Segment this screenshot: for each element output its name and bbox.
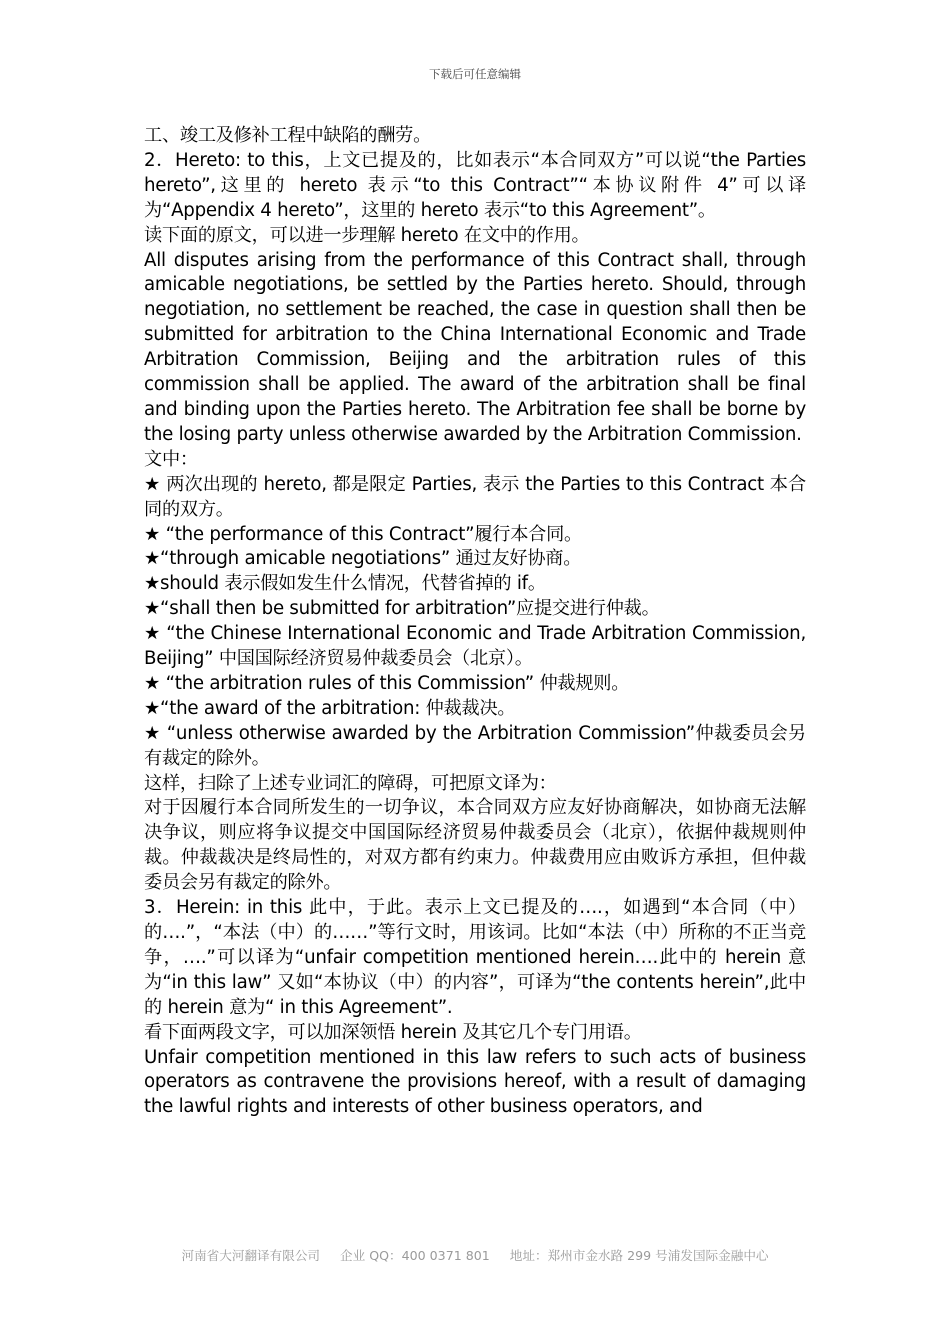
paragraph-unfair-competition-english: Unfair competition mentioned in this law refers to such acts of business operators as contravene the provisions hereof, with a result of damaging the lawful rights and interests of other business operators, and bbox=[144, 1046, 806, 1118]
footer-address: 地址：郑州市金水路 299 号浦发国际金融中心 bbox=[509, 1248, 769, 1263]
bullet-submitted-arbitration: ★“shall then be submitted for arbitration”应提交进行仲裁。 bbox=[144, 598, 660, 620]
bullet-unless-otherwise-awarded: ★ “unless otherwise awarded by the Arbitration Commission”仲裁委员会另有裁定的除外。 bbox=[144, 722, 806, 769]
bullet-should-if: ★should 表示假如发生什么情况，代替省掉的 if。 bbox=[144, 573, 546, 595]
bullet-arbitration-rules: ★ “the arbitration rules of this Commission” 仲裁规则。 bbox=[144, 672, 630, 694]
paragraph-in-text-heading: 文中： bbox=[144, 448, 198, 470]
document-body bbox=[144, 124, 806, 1120]
paragraph-herein-definition: 3．Herein: in this 此中，于此。表示上文已提及的….，如遇到“本合同（中）的….”，“本法（中）的……”等行文时，用该词。比如“本法（中）所称的不正当竞争，….”可以译为“unfair competition mentioned herein….此中的 herein 意为“in this law” 又如“本协议（中）的内容”，可译为“the contents herein”,此中的 herein 意为“ in this Agreement”. bbox=[144, 897, 806, 1018]
paragraph-chinese-translation: 对于因履行本合同所发生的一切争议，本合同双方应友好协商解决，如协商无法解决争议，则应将争议提交中国国际经济贸易仲裁委员会（北京），依据仲裁规则仲裁。仲裁裁决是终局性的，对双方都有约束力。仲裁费用应由败诉方承担，但仲裁委员会另有裁定的除外。 bbox=[144, 797, 806, 894]
paragraph-two-passages-intro: 看下面两段文字，可以加深领悟 herein 及其它几个专门用语。 bbox=[144, 1021, 642, 1043]
bullet-hereto-parties: ★ 两次出现的 hereto, 都是限定 Parties, 表示 the Parties to this Contract 本合同的双方。 bbox=[144, 473, 806, 520]
page-header: 下载后可任意编辑 bbox=[429, 67, 521, 81]
footer-company: 河南省大河翻译有限公司 bbox=[181, 1248, 320, 1263]
bullet-amicable-negotiations: ★“through amicable negotiations” 通过友好协商。 bbox=[144, 548, 582, 570]
paragraph-remuneration-line: 工、竣工及修补工程中缺陷的酬劳。 bbox=[144, 125, 432, 146]
bullet-performance-contract: ★ “the performance of this Contract”履行本合同。 bbox=[144, 523, 582, 545]
paragraph-read-original: 读下面的原文，可以进一步理解 hereto 在文中的作用。 bbox=[144, 224, 590, 246]
paragraph-hereto-definition: 2．Hereto: to this，上文已提及的，比如表示“本合同双方”可以说“the Parties hereto”,这里的 hereto 表示“to this Contract”“本协议附件 4”可以译为“Appendix 4 hereto”，这里的 hereto 表示“to this Agreement”。 bbox=[144, 149, 806, 221]
page-footer bbox=[0, 1245, 950, 1264]
bullet-award-arbitration: ★“the award of the arbitration: 仲裁裁决。 bbox=[144, 697, 516, 719]
footer-qq: 企业 QQ：400 0371 801 bbox=[340, 1248, 490, 1263]
paragraph-english-arbitration-clause: All disputes arising from the performance of this Contract shall, through amicable negotiations, be settled by the Parties hereto. Should, through negotiation, no settlement be reached, the case in question shall then be submitted for arbitration to the China International Economic and Trade Arbitration Commission, Beijing and the arbitration rules of this commission shall be applied. The award of the arbitration shall be final and binding upon the Parties hereto. The Arbitration fee shall be borne by the losing party unless otherwise awarded by the Arbitration Commission. bbox=[144, 249, 806, 445]
bullet-cietac-beijing: ★ “the Chinese International Economic and Trade Arbitration Commission, Beijing” 中国国际经济贸易仲裁委员会（北京）。 bbox=[144, 623, 806, 670]
paragraph-translation-intro: 这样，扫除了上述专业词汇的障碍，可把原文译为： bbox=[144, 772, 557, 794]
